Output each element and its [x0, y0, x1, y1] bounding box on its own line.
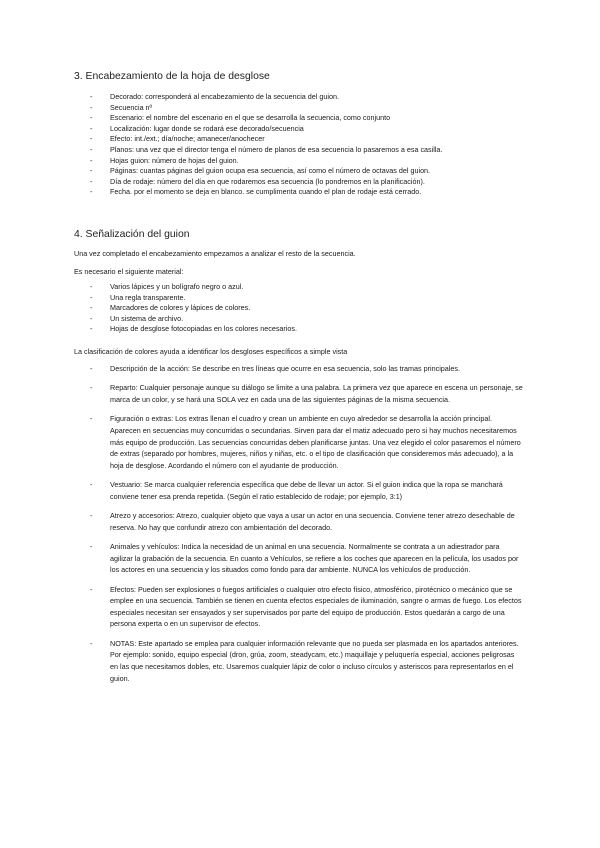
list-item: - Hojas de desglose fotocopiadas en los colores necesarios. — [74, 324, 524, 335]
list-item: - Marcadores de colores y lápices de colores. — [74, 303, 524, 314]
list-item: - Día de rodaje: número del día en que rodaremos esa secuencia (lo pondremos en la planificación). — [74, 177, 524, 188]
section-3-heading: 3. Encabezamiento de la hoja de desglose — [74, 71, 270, 82]
colors-intro: La clasificación de colores ayuda a identificar los desgloses específicos a simple vista — [74, 347, 348, 356]
list-item: - Decorado: corresponderá al encabezamiento de la secuencia del guion. — [74, 92, 524, 103]
list-item: - Localización: lugar donde se rodará ese decorado/secuencia — [74, 124, 524, 135]
list-item: - Páginas: cuantas páginas del guion ocupa esa secuencia, así como el número de octavas del guion. — [74, 166, 524, 177]
list-item: - Animales y vehículos: Indica la necesidad de un animal en una secuencia. Normalmente se contrata a un adiestrador para agilizar la grabación de la secuencia. En cuanto a Vehículos, se refiere a los coches que aparecen en la película, los usados por los actores en una secuencia y los situados como fondo para dar ambiente. NUNCA los vehículos de producción. — [74, 541, 524, 576]
list-item: - Vestuario: Se marca cualquier referencia específica que debe de llevar un actor. Si el guion indica que la ropa se manchará conviene tener esa prenda repetida. (Según el ratio establecido de rodaje; por ejemplo, 3:1) — [74, 479, 524, 502]
list-item: - Hojas guion: número de hojas del guion. — [74, 156, 524, 167]
section-4-intro: Una vez completado el encabezamiento empezamos a analizar el resto de la secuencia. — [74, 249, 356, 258]
header-fields-list — [74, 92, 524, 198]
color-categories-list — [74, 363, 524, 684]
materials-list — [74, 282, 524, 335]
list-item: - Figuración o extras: Los extras llenan el cuadro y crean un ambiente en cuyo alrededor se desarrolla la acción principal. Aparecen en secuencias muy concurridas o secundarias. Sirven para dar el matiz adecuado pero si hay muchos necesitaremos más equipo de producción. Las secuencias concurridas deben planificarse juntas. Una vez elegido el color pasaremos el número de extras (separado por hombres, mujeres, niños y niñas, etc. o el tipo de clasificación que consideremos más adecuado), a la hoja de desglose. Acordando el número con el ayudante de producción. — [74, 413, 524, 471]
list-item: - Efecto: int./ext.; día/noche; amanecer/anochecer — [74, 134, 524, 145]
list-item: - Varios lápices y un bolígrafo negro o azul. — [74, 282, 524, 293]
list-item: - Planos: una vez que el director tenga el número de planos de esa secuencia lo pasaremos a esa casilla. — [74, 145, 524, 156]
list-item: - Descripción de la acción: Se describe en tres líneas que ocurre en esa secuencia, solo las tramas principales. — [74, 363, 524, 375]
list-item: - Fecha. por el momento se deja en blanco. se cumplimenta cuando el plan de rodaje está cerrado. — [74, 187, 524, 198]
section-4-heading: 4. Señalización del guion — [74, 229, 190, 240]
list-item: - Reparto: Cualquier personaje aunque su diálogo se limite a una palabra. La primera vez que aparece en escena un personaje, se marca de un color, y se hará una SOLA vez en cada una de las siguientes páginas de la misma secuencia. — [74, 382, 524, 405]
list-item: - Una regla transparente. — [74, 293, 524, 304]
list-item: - Atrezo y accesorios: Atrezo, cualquier objeto que vaya a usar un actor en una secuencia. Conviene tener atrezo desechable de reserva. No hay que confundir atrezo con ambientación del decorado. — [74, 510, 524, 533]
list-item: - Secuencia nº — [74, 103, 524, 114]
list-item: - Un sistema de archivo. — [74, 314, 524, 325]
list-item: - Escenario: el nombre del escenario en el que se desarrolla la secuencia, como conjunto — [74, 113, 524, 124]
list-item: - NOTAS: Este apartado se emplea para cualquier información relevante que no pueda ser plasmada en los apartados anteriores. Por ejemplo: sonido, equipo especial (dron, grúa, zoom, steadycam, etc.) maquillaje y peluquería especial, acciones peligrosas en las que necesitamos dobles, etc. Usaremos cualquier lápiz de color o incluso círculos y asteriscos para representarlos en el guion. — [74, 638, 524, 684]
materials-intro: Es necesario el siguiente material: — [74, 267, 184, 276]
list-item: - Efectos: Pueden ser explosiones o fuegos artificiales o cualquier otro efecto físico, atmosférico, pirotécnico o mecánico que se emplee en una secuencia. También se tienen en cuenta efectos especiales de iluminación, sangre o armas de fuego. Los efectos especiales necesitan ser ensayados y ser supervisados por parte del equipo de producción. Estos quedarán a cargo de una persona experta o en un supervisor de efectos. — [74, 584, 524, 630]
